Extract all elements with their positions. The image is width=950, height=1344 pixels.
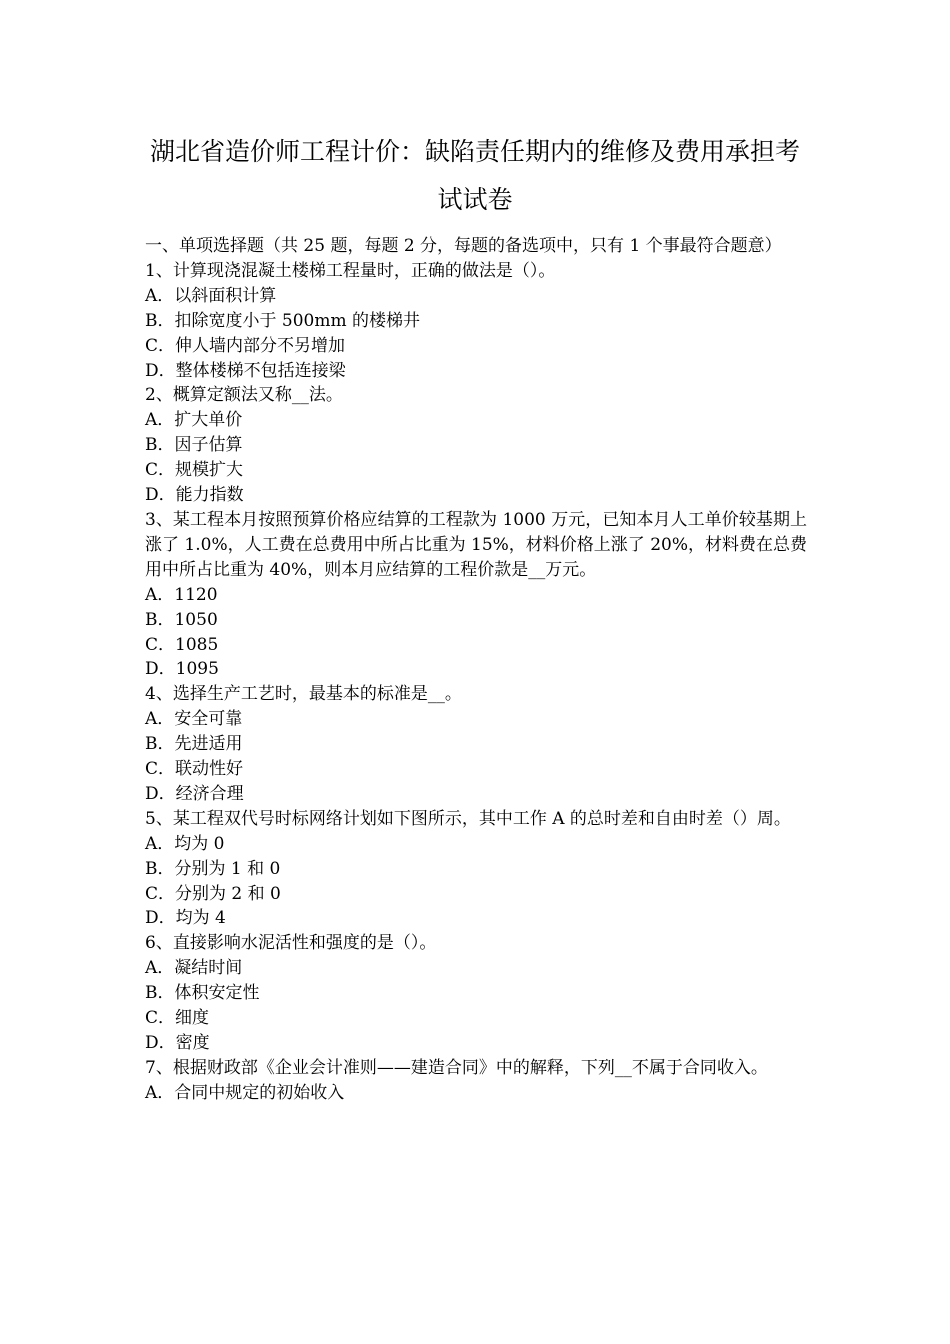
option-b: B．因子估算 — [145, 435, 243, 456]
question-7 — [145, 1056, 807, 1106]
option-b: B．先进适用 — [145, 734, 243, 755]
option-d: D．经济合理 — [145, 783, 244, 804]
option-a: A．凝结时间 — [145, 958, 243, 979]
option-c: C．细度 — [145, 1008, 210, 1029]
option-a: A．以斜面积计算 — [145, 285, 277, 306]
option-d: D．整体楼梯不包括连接梁 — [145, 360, 346, 381]
option-d: D．均为 4 — [145, 908, 226, 929]
section-header: 一、单项选择题（共 25 题，每题 2 分，每题的备选项中，只有 1 个事最符合题意） — [145, 236, 782, 256]
option-a: A．1120 — [145, 584, 218, 605]
option-b: B．分别为 1 和 0 — [145, 858, 281, 879]
option-d: D．能力指数 — [145, 485, 244, 506]
option-a: A．安全可靠 — [145, 709, 243, 730]
question-stem: 6、直接影响水泥活性和强度的是（）。 — [145, 933, 437, 954]
option-c: C．伸人墙内部分不另增加 — [145, 335, 346, 356]
option-a: A．均为 0 — [145, 833, 225, 854]
question-3 — [145, 508, 807, 682]
option-b: B．1050 — [145, 609, 218, 630]
option-d: D．密度 — [145, 1033, 210, 1053]
question-stem: 5、某工程双代号时标网络计划如下图所示，其中工作 A 的总时差和自由时差（）周。 — [145, 808, 791, 829]
question-5 — [145, 807, 807, 932]
question-2 — [145, 383, 807, 508]
question-6 — [145, 931, 807, 1056]
document-title — [120, 128, 830, 224]
question-stem: 4、选择生产工艺时，最基本的标准是__。 — [145, 684, 462, 705]
option-c: C．分别为 2 和 0 — [145, 883, 281, 904]
question-1 — [145, 259, 807, 384]
document-body — [145, 234, 807, 1106]
option-b: B．扣除宽度小于 500mm 的楼梯井 — [145, 310, 420, 331]
option-a: A．合同中规定的初始收入 — [145, 1082, 345, 1103]
question-stem: 7、根据财政部《企业会计准则——建造合同》中的解释，下列__不属于合同收入。 — [145, 1057, 768, 1078]
option-b: B．体积安定性 — [145, 983, 260, 1004]
option-d: D．1095 — [145, 659, 219, 680]
option-a: A．扩大单价 — [145, 410, 243, 431]
option-c: C．1085 — [145, 634, 219, 655]
question-stem: 3、某工程本月按照预算价格应结算的工程款为 1000 万元，已知本月人工单价较基期上涨了 1.0%，人工费在总费用中所占比重为 15%，材料价格上涨了 20%，材料费在总费用中所占比重为 40%，则本月应结算的工程价款是__万元。 — [145, 509, 807, 580]
title-line-2: 试试卷 — [437, 185, 513, 214]
title-line-1: 湖北省造价师工程计价：缺陷责任期内的维修及费用承担考 — [149, 137, 800, 166]
option-c: C．规模扩大 — [145, 460, 244, 481]
question-stem: 1、计算现浇混凝土楼梯工程量时，正确的做法是（）。 — [145, 260, 556, 281]
question-stem: 2、概算定额法又称__法。 — [145, 385, 343, 406]
question-4 — [145, 682, 807, 807]
option-c: C．联动性好 — [145, 759, 244, 780]
